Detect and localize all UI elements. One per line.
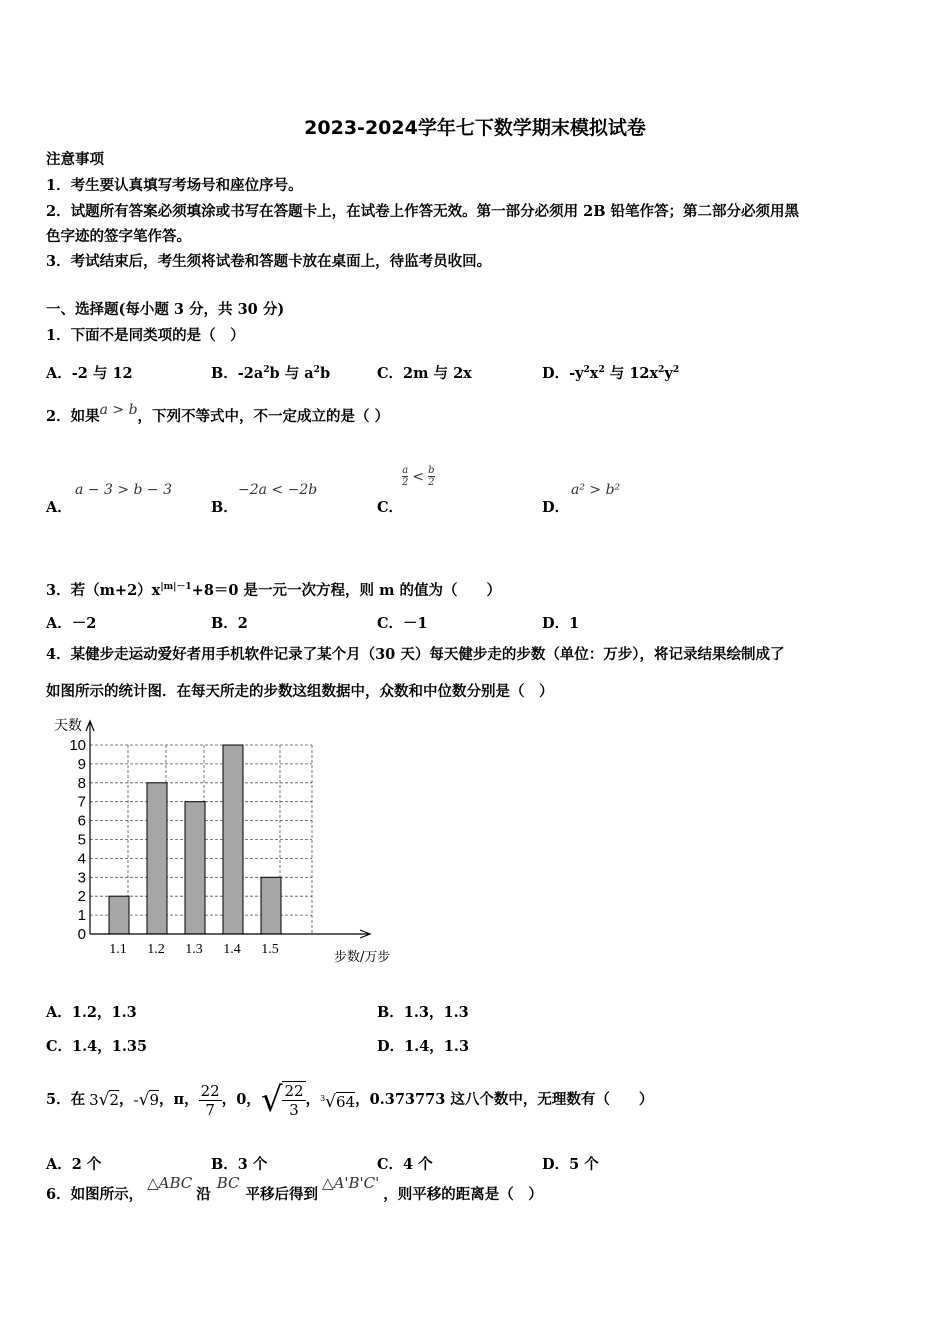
q4-option-a: A．1.2，1.3 — [46, 1004, 137, 1021]
bar-1.4 — [223, 745, 243, 934]
y-tick-label: 7 — [77, 793, 86, 811]
q4-option-d: D．1.4，1.3 — [377, 1038, 470, 1055]
bar-1.1 — [109, 896, 129, 934]
y-tick-label: 10 — [69, 737, 86, 754]
q5-option-d: D．5 个 — [542, 1156, 599, 1173]
y-tick-label: 5 — [77, 831, 86, 849]
q2-stem: 2．如果a > b，下列不等式中，不一定成立的是（ ） — [46, 402, 390, 425]
y-tick-label: 3 — [77, 869, 86, 887]
x-tick-label: 1.5 — [261, 942, 279, 957]
y-tick-label: 6 — [77, 812, 86, 830]
notice-item-2a: 2．试题所有答案必须填涂或书写在答题卡上，在试卷上作答无效。第一部分必须用 2B 铅笔作答；第二部分必须用黑 — [46, 203, 800, 220]
x-tick-label: 1.3 — [185, 942, 203, 957]
q2-option-b: −2a < −2b — [238, 482, 318, 498]
q2-option-c-label: C． — [377, 499, 404, 516]
x-axis-title: 步数/万步 — [334, 950, 390, 965]
q1-option-b: B．$-2a^2b$ 与 $a^2b$ — [211, 365, 331, 382]
section-heading: 一、选择题(每小题 3 分，共 30 分) — [46, 301, 285, 318]
q1-option-d: D．$-y^2x^2$ 与 $12x^2y^2$ — [542, 365, 680, 382]
bar-chart — [50, 712, 390, 967]
q2-option-b-label: B． — [211, 499, 238, 516]
q2-option-a: a − 3 > b − 3 — [75, 482, 173, 498]
bar-1.3 — [185, 802, 205, 934]
y-tick-label: 0 — [77, 926, 86, 943]
q3-option-d: D．1 — [542, 615, 580, 632]
y-tick-label: 4 — [77, 850, 86, 868]
x-tick-label: 1.2 — [147, 942, 165, 957]
notice-item-3: 3．考试结束后，考生须将试卷和答题卡放在桌面上，待监考员收回。 — [46, 253, 492, 270]
y-axis-title: 天数 — [54, 718, 82, 734]
q5-option-b: B．3 个 — [211, 1156, 268, 1173]
q4-stem-line1: 4．某健步走运动爱好者用手机软件记录了某个月（30 天）每天健步走的步数（单位：万步），将记录结果绘制成了 — [46, 646, 785, 663]
x-tick-label: 1.1 — [109, 942, 127, 957]
q3-stem: 3．若$(m+2)x^{|m|-1}+8=0$ 是一元一次方程，则 m 的值为（ ） — [46, 581, 501, 599]
q6-stem: 6．如图所示， △ABC 沿 BC 平移后得到 △A'B'C' ，则平移的距离是（ ） — [46, 1174, 543, 1203]
q2-option-a-label: A． — [46, 499, 72, 516]
q1-option-c: C．2m 与 2x — [377, 365, 472, 382]
q2-option-d: a² > b² — [571, 482, 621, 498]
x-tick-label: 1.4 — [223, 942, 241, 957]
q4-stem-line2: 如图所示的统计图．在每天所走的步数这组数据中，众数和中位数分别是（ ） — [46, 683, 554, 700]
q1-stem: 1．下面不是同类项的是（ ） — [46, 327, 245, 344]
q2-option-c: $\frac{a}{2}$ < $\frac{b}{2}$ — [402, 465, 435, 488]
q5-option-c: C．4 个 — [377, 1156, 433, 1173]
y-tick-label: 2 — [77, 888, 86, 906]
q2-option-d-label: D． — [542, 499, 570, 516]
q3-option-b: B．2 — [211, 615, 248, 632]
bar-1.2 — [147, 783, 167, 934]
q1-option-a: A．-2 与 12 — [46, 365, 133, 382]
notice-item-1: 1．考生要认真填写考场号和座位序号。 — [46, 177, 303, 194]
q4-option-c: C．1.4，1.35 — [46, 1038, 148, 1055]
notice-heading: 注意事项 — [46, 151, 104, 168]
y-tick-label: 8 — [77, 774, 86, 792]
y-tick-label: 9 — [77, 755, 86, 773]
q5-stem: 5．在 3√2 ， -√9 ，π， $\frac{22}{7}$ ，0， √ $\frac{22}{3}$ ， $^3$√64 ，0.373773 这八个数中，无理数有（ ） — [46, 1080, 654, 1120]
bar-1.5 — [261, 877, 281, 934]
y-tick-label: 1 — [77, 907, 86, 925]
q5-option-a: A．2 个 — [46, 1156, 102, 1173]
q4-option-b: B．1.3，1.3 — [377, 1004, 469, 1021]
q3-option-a: A．－2 — [46, 615, 97, 632]
q3-option-c: C．－1 — [377, 615, 428, 632]
notice-item-2b: 色字迹的签字笔作答。 — [46, 228, 191, 245]
page-title: 2023-2024学年七下数学期末模拟试卷 — [304, 117, 646, 139]
